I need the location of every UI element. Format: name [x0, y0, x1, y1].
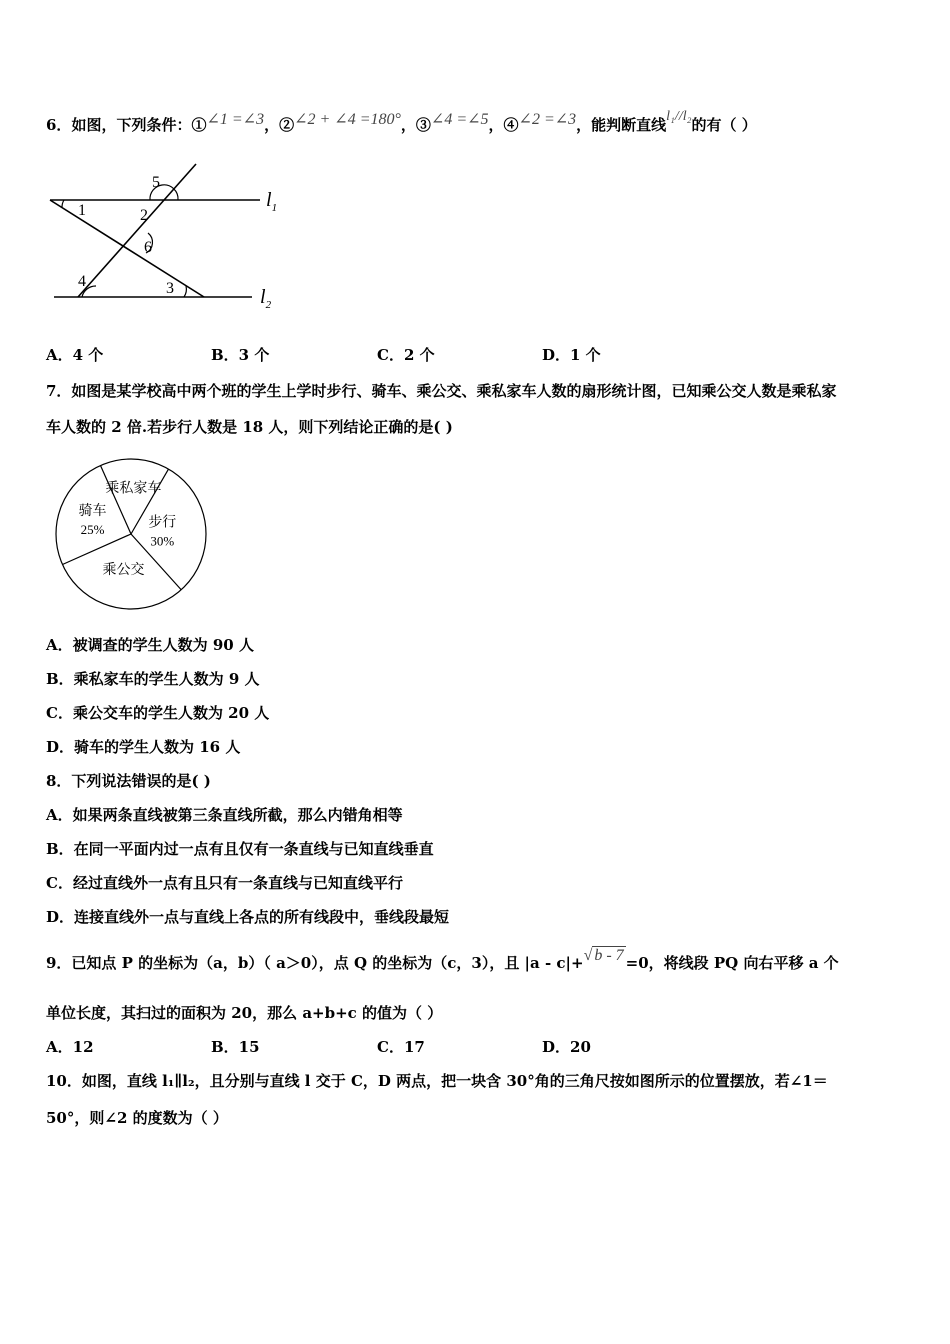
condition-2: ∠2 + ∠4 =180°: [294, 111, 401, 128]
parallel-relation: l₁//l₂: [666, 109, 692, 124]
pie-slice-percent: 30%: [150, 533, 175, 549]
pie-chart: [50, 454, 212, 614]
q7-option-d[interactable]: D．骑车的学生人数为 16 人: [46, 738, 241, 756]
pie-slice-label: 步行: [148, 515, 177, 531]
q8-option-b[interactable]: B．在同一平面内过一点有且仅有一条直线与已知直线垂直: [46, 840, 434, 858]
condition-3: ∠4 =∠5: [430, 111, 489, 128]
angle-5-label: 5: [152, 174, 160, 191]
angle-1-label: 1: [78, 202, 86, 219]
pie-slice-label: 乘私家车: [105, 481, 162, 497]
l1-label: $l_1$: [266, 189, 278, 214]
question-7-line-1: 7．如图是某学校高中两个班的学生上学时步行、骑车、乘公交、乘私家车人数的扇形统计图，已知乘公交人数是乘私家: [46, 382, 837, 400]
question-9-line-1: 9．已知点 P 的坐标为（a，b）（ a＞0），点 Q 的坐标为（c，3），且 |a - c|+√ b - 7 =0，将线段 PQ 向右平移 a 个: [46, 947, 839, 972]
question-10-line-2: 50°，则∠2 的度数为（ ）: [46, 1109, 228, 1127]
sqrt-expression: √ b - 7: [583, 947, 624, 964]
pie-slice-label: 乘公交: [102, 563, 145, 579]
transversal-1: [50, 200, 204, 297]
pie-slice-percent: 25%: [80, 522, 105, 538]
angle-3-label: 3: [166, 280, 174, 297]
q8-option-a[interactable]: A．如果两条直线被第三条直线所截，那么内错角相等: [46, 806, 403, 824]
question-6-stem: 6．如图，下列条件：①∠1 =∠3，②∠2 + ∠4 =180°，③∠4 =∠5，④∠2 =∠3，能判断直线l₁//l₂的有（ ）: [46, 109, 757, 134]
condition-4: ∠2 =∠3: [518, 111, 577, 128]
q6-option-a[interactable]: A．4 个: [46, 346, 104, 364]
angle-6-label: 6: [144, 239, 152, 256]
q9-option-c[interactable]: C．17: [377, 1038, 425, 1056]
angle-4-label: 4: [78, 273, 86, 290]
question-9-line-2: 单位长度，其扫过的面积为 20，那么 a+b+c 的值为（ ）: [46, 1004, 443, 1022]
pie-slice-label: 骑车: [78, 504, 107, 520]
q7-option-c[interactable]: C．乘公交车的学生人数为 20 人: [46, 704, 270, 722]
question-10-line-1: 10．如图，直线 l₁∥l₂，且分别与直线 l 交于 C，D 两点，把一块含 30°角的三角尺按如图所示的位置摆放，若∠1＝: [46, 1072, 828, 1090]
q8-option-c[interactable]: C．经过直线外一点有且只有一条直线与已知直线平行: [46, 874, 403, 892]
parallel-lines-figure: [46, 160, 296, 320]
q6-option-b[interactable]: B．3 个: [211, 346, 270, 364]
q9-option-b[interactable]: B．15: [211, 1038, 260, 1056]
l2-label: $l_2$: [260, 286, 272, 311]
q7-option-b[interactable]: B．乘私家车的学生人数为 9 人: [46, 670, 260, 688]
angle-2-label: 2: [140, 207, 148, 224]
question-8-stem: 8．下列说法错误的是( ): [46, 772, 211, 790]
q9-option-a[interactable]: A．12: [46, 1038, 94, 1056]
q6-option-d[interactable]: D．1 个: [542, 346, 601, 364]
q7-option-a[interactable]: A．被调查的学生人数为 90 人: [46, 636, 254, 654]
q6-option-c[interactable]: C．2 个: [377, 346, 435, 364]
condition-1: ∠1 =∠3: [206, 111, 265, 128]
q8-option-d[interactable]: D．连接直线外一点与直线上各点的所有线段中，垂线段最短: [46, 908, 450, 926]
transversal-2: [78, 164, 196, 297]
question-7-line-2: 车人数的 2 倍.若步行人数是 18 人，则下列结论正确的是( ): [46, 418, 453, 436]
q9-option-d[interactable]: D．20: [542, 1038, 591, 1056]
